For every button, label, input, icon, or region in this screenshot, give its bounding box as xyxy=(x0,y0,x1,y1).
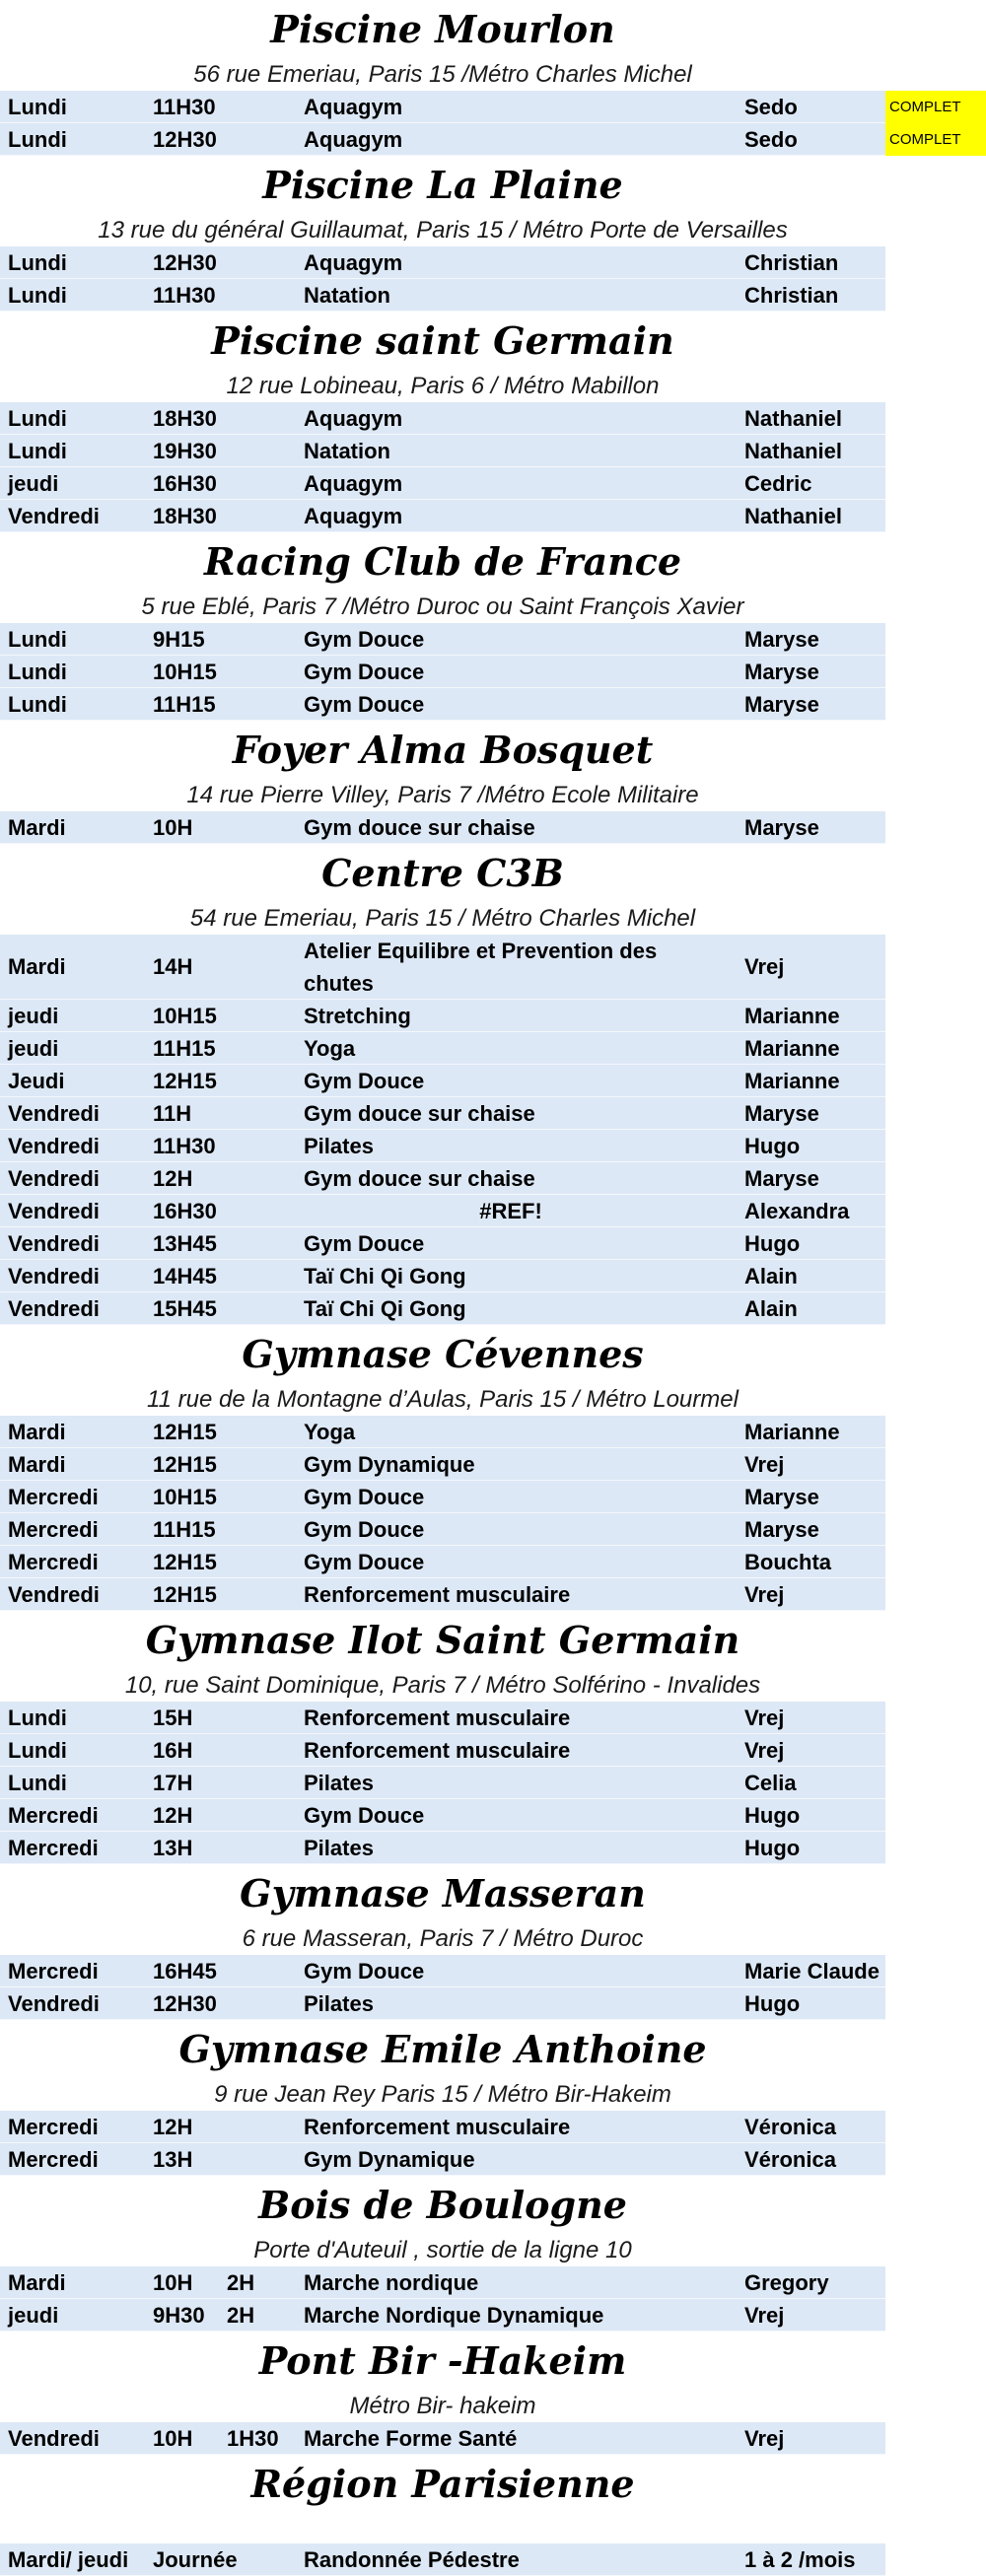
time-cell: 12H15 xyxy=(153,1550,217,1574)
time-cell: 14H45 xyxy=(153,1264,217,1288)
schedule-row xyxy=(0,467,885,500)
schedule-row xyxy=(0,1130,885,1162)
activity-cell: Gym douce sur chaise xyxy=(304,1101,535,1126)
coach-cell: Hugo xyxy=(744,1991,801,2016)
schedule-row xyxy=(0,91,961,123)
venue-title: Gymnase Cévennes xyxy=(242,1332,644,1376)
section-spacer xyxy=(0,2514,986,2543)
coach-cell: Nathaniel xyxy=(744,504,843,528)
activity-cell: Renforcement musculaire xyxy=(304,2115,571,2139)
time-cell: 9H15 xyxy=(153,627,205,652)
time-cell: 11H30 xyxy=(153,283,216,308)
day-cell: Vendredi xyxy=(8,2426,100,2451)
coach-cell: Hugo xyxy=(744,1836,801,1860)
schedule-row xyxy=(0,623,885,656)
schedule-row xyxy=(0,1260,885,1292)
activity-cell: Gym Douce xyxy=(304,1550,425,1574)
coach-cell: Véronica xyxy=(744,2115,836,2139)
time-cell: 11H15 xyxy=(153,692,216,717)
schedule-row xyxy=(0,1955,885,1987)
schedule-row xyxy=(0,500,885,532)
activity-cell: Aquagym xyxy=(304,127,403,152)
coach-cell: Marianne xyxy=(744,1036,840,1061)
time-cell: 16H30 xyxy=(153,471,217,496)
time-cell: 9H30 xyxy=(153,2303,205,2328)
activity-cell: Taï Chi Qi Gong xyxy=(304,1264,466,1288)
activity-cell: Renforcement musculaire xyxy=(304,1738,571,1763)
coach-cell: Christian xyxy=(744,283,839,308)
venue-address: 12 rue Lobineau, Paris 6 / Métro Mabillon xyxy=(226,373,660,399)
time-cell: 18H30 xyxy=(153,406,217,431)
duration-cell: 1H30 xyxy=(227,2426,279,2451)
schedule-row xyxy=(0,1195,885,1227)
schedule-row xyxy=(0,1292,885,1325)
coach-cell: Vrej xyxy=(744,1706,785,1730)
schedule-row xyxy=(0,1032,885,1065)
schedule-row xyxy=(0,1546,885,1578)
schedule-row xyxy=(0,2143,885,2176)
activity-cell: Marche Forme Santé xyxy=(304,2426,518,2451)
time-cell: 16H xyxy=(153,1738,193,1763)
venue-address: 6 rue Masseran, Paris 7 / Métro Duroc xyxy=(242,1925,644,1952)
day-cell: Lundi xyxy=(8,127,67,152)
status-badge: COMPLET xyxy=(885,123,986,156)
day-cell: Lundi xyxy=(8,1738,67,1763)
coach-cell: Hugo xyxy=(744,1231,801,1256)
coach-cell: Celia xyxy=(744,1771,797,1795)
activity-cell: Renforcement musculaire xyxy=(304,1582,571,1607)
coach-cell: Nathaniel xyxy=(744,439,843,463)
venue-section-bois-de-boulogne xyxy=(0,2176,986,2332)
schedule-row xyxy=(0,2543,885,2576)
day-cell: Mercredi xyxy=(8,1517,99,1542)
day-cell: Vendredi xyxy=(8,1296,100,1321)
coach-cell: Vrej xyxy=(744,954,785,979)
schedule-row xyxy=(0,246,885,279)
coach-cell: Vrej xyxy=(744,1582,785,1607)
schedule-row xyxy=(0,402,885,435)
day-cell: Lundi xyxy=(8,283,67,308)
time-cell: Journée xyxy=(153,2547,238,2572)
activity-cell: Taï Chi Qi Gong xyxy=(304,1296,466,1321)
schedule-row xyxy=(0,1416,885,1448)
activity-cell: Gym Douce xyxy=(304,1517,425,1542)
schedule-row xyxy=(0,1702,885,1734)
venue-address: 11 rue de la Montagne d’Aulas, Paris 15 / Métro Lourmel xyxy=(147,1386,739,1413)
time-cell: 11H30 xyxy=(153,95,216,119)
schedule-row xyxy=(0,1832,885,1864)
day-cell: Vendredi xyxy=(8,1991,100,2016)
day-cell: jeudi xyxy=(8,1036,59,1061)
time-cell: 11H15 xyxy=(153,1517,216,1542)
schedule-row xyxy=(0,1448,885,1481)
coach-cell: Vrej xyxy=(744,1738,785,1763)
activity-cell: Gym douce sur chaise xyxy=(304,1166,535,1191)
venue-section-foyer-alma-bosquet xyxy=(0,721,986,844)
time-cell: 14H xyxy=(153,954,193,979)
schedule-row xyxy=(0,656,885,688)
coach-cell: Gregory xyxy=(744,2270,829,2295)
time-cell: 12H30 xyxy=(153,127,217,152)
venue-section-pont-bir-hakeim xyxy=(0,2332,986,2455)
activity-cell: Gym Dynamique xyxy=(304,1452,475,1477)
schedule-row xyxy=(0,688,885,721)
schedule-row xyxy=(0,2111,885,2143)
time-cell: 13H45 xyxy=(153,1231,217,1256)
day-cell: Mardi xyxy=(8,815,66,840)
activity-cell: Natation xyxy=(304,439,390,463)
schedule-row xyxy=(0,279,885,312)
schedule-row xyxy=(0,2266,885,2299)
time-cell: 17H xyxy=(153,1771,193,1795)
time-cell: 10H xyxy=(153,815,193,840)
day-cell: Mercredi xyxy=(8,1550,99,1574)
venue-address: 9 rue Jean Rey Paris 15 / Métro Bir-Hakeim xyxy=(214,2081,671,2108)
coach-cell: Maryse xyxy=(744,1166,819,1191)
time-cell: 12H xyxy=(153,2115,193,2139)
venue-title: Foyer Alma Bosquet xyxy=(232,728,654,772)
activity-cell: Aquagym xyxy=(304,406,403,431)
venue-title: Centre C3B xyxy=(321,851,564,895)
coach-cell: Nathaniel xyxy=(744,406,843,431)
activity-cell: Renforcement musculaire xyxy=(304,1706,571,1730)
time-cell: 10H xyxy=(153,2426,193,2451)
time-cell: 18H30 xyxy=(153,504,217,528)
schedule-row xyxy=(0,935,885,1000)
activity-cell: Yoga xyxy=(304,1036,356,1061)
coach-cell: Hugo xyxy=(744,1134,801,1158)
activity-cell: Atelier Equilibre et Prevention des chutes xyxy=(304,939,658,996)
schedule-row xyxy=(0,1481,885,1513)
venue-address: 10, rue Saint Dominique, Paris 7 / Métro Solférino - Invalides xyxy=(124,1672,761,1699)
day-cell: Lundi xyxy=(8,406,67,431)
duration-cell: 2H xyxy=(227,2270,255,2295)
activity-cell: Gym Douce xyxy=(304,660,425,684)
activity-cell: Gym Douce xyxy=(304,1485,425,1509)
venue-section-gymnase-ilot-saint-germain xyxy=(0,1611,986,1864)
coach-cell: Maryse xyxy=(744,627,819,652)
schedule-row xyxy=(0,1097,885,1130)
activity-cell: Stretching xyxy=(304,1004,411,1028)
coach-cell: Véronica xyxy=(744,2147,836,2172)
day-cell: Lundi xyxy=(8,439,67,463)
activity-cell: Aquagym xyxy=(304,250,403,275)
venue-title: Piscine La Plaine xyxy=(262,163,623,207)
coach-cell: Hugo xyxy=(744,1803,801,1828)
day-cell: Vendredi xyxy=(8,504,100,528)
venue-section-region-parisienne xyxy=(0,2455,986,2576)
coach-cell: Alain xyxy=(744,1296,798,1321)
day-cell: Vendredi xyxy=(8,1134,100,1158)
day-cell: Lundi xyxy=(8,1706,67,1730)
venue-title: Piscine saint Germain xyxy=(211,318,674,363)
day-cell: Lundi xyxy=(8,1771,67,1795)
activity-cell: Marche Nordique Dynamique xyxy=(304,2303,604,2328)
time-cell: 12H15 xyxy=(153,1420,217,1444)
day-cell: Vendredi xyxy=(8,1101,100,1126)
schedule-row xyxy=(0,1162,885,1195)
coach-cell: 1 à 2 /mois xyxy=(744,2547,856,2572)
day-cell: Lundi xyxy=(8,627,67,652)
coach-cell: Marianne xyxy=(744,1004,840,1028)
time-cell: 16H45 xyxy=(153,1959,217,1984)
schedule-row xyxy=(0,1799,885,1832)
time-cell: 12H xyxy=(153,1166,193,1191)
activity-cell: #REF! xyxy=(479,1199,542,1223)
day-cell: Lundi xyxy=(8,95,67,119)
time-cell: 15H xyxy=(153,1706,193,1730)
activity-cell: Aquagym xyxy=(304,95,403,119)
venue-section-gymnase-cevennes xyxy=(0,1325,986,1611)
day-cell: Mardi xyxy=(8,1420,66,1444)
day-cell: Mercredi xyxy=(8,1803,99,1828)
venue-section-centre-c3b xyxy=(0,844,986,1325)
coach-cell: Vrej xyxy=(744,1452,785,1477)
venue-address: 54 rue Emeriau, Paris 15 / Métro Charles Michel xyxy=(189,905,696,932)
venue-title: Piscine Mourlon xyxy=(270,7,615,51)
schedule-row xyxy=(0,1513,885,1546)
schedule-row xyxy=(0,1578,885,1611)
venue-section-piscine-la-plaine xyxy=(0,156,986,312)
day-cell: Vendredi xyxy=(8,1582,100,1607)
activity-cell: Gym Douce xyxy=(304,1959,425,1984)
coach-cell: Sedo xyxy=(744,95,798,119)
day-cell: Mercredi xyxy=(8,1959,99,1984)
venue-section-racing-club-de-france xyxy=(0,532,986,721)
schedule-row xyxy=(0,123,961,156)
schedule-row xyxy=(0,1987,885,2020)
time-cell: 12H xyxy=(153,1803,193,1828)
coach-cell: Marianne xyxy=(744,1069,840,1093)
coach-cell: Cedric xyxy=(744,471,812,496)
coach-cell: Marianne xyxy=(744,1420,840,1444)
schedule-row xyxy=(0,1227,885,1260)
time-cell: 16H30 xyxy=(153,1199,217,1223)
day-cell: Jeudi xyxy=(8,1069,65,1093)
activity-cell: Aquagym xyxy=(304,504,403,528)
venue-title: Racing Club de France xyxy=(203,539,682,584)
time-cell: 10H15 xyxy=(153,1004,217,1028)
coach-cell: Maryse xyxy=(744,1101,819,1126)
coach-cell: Alain xyxy=(744,1264,798,1288)
day-cell: Vendredi xyxy=(8,1231,100,1256)
coach-cell: Alexandra xyxy=(744,1199,850,1223)
time-cell: 12H30 xyxy=(153,1991,217,2016)
day-cell: Lundi xyxy=(8,660,67,684)
activity-cell: Gym Douce xyxy=(304,1803,425,1828)
venue-address: Métro Bir- hakeim xyxy=(349,2393,536,2419)
coach-cell: Maryse xyxy=(744,1517,819,1542)
time-cell: 11H xyxy=(153,1101,192,1126)
activity-cell: Gym Douce xyxy=(304,1069,425,1093)
day-cell: Mercredi xyxy=(8,1836,99,1860)
coach-cell: Sedo xyxy=(744,127,798,152)
duration-cell: 2H xyxy=(227,2303,255,2328)
day-cell: Mardi xyxy=(8,2270,66,2295)
coach-cell: Maryse xyxy=(744,660,819,684)
time-cell: 13H xyxy=(153,2147,193,2172)
day-cell: Lundi xyxy=(8,692,67,717)
activity-cell: Pilates xyxy=(304,1836,374,1860)
venue-section-piscine-mourlon xyxy=(0,0,986,156)
venue-section-gymnase-masseran xyxy=(0,1864,986,2020)
time-cell: 12H15 xyxy=(153,1582,217,1607)
time-cell: 10H15 xyxy=(153,1485,217,1509)
time-cell: 13H xyxy=(153,1836,193,1860)
day-cell: Mercredi xyxy=(8,1485,99,1509)
time-cell: 10H15 xyxy=(153,660,217,684)
schedule-row xyxy=(0,1000,885,1032)
day-cell: Mardi/ jeudi xyxy=(8,2547,129,2572)
time-cell: 12H15 xyxy=(153,1069,217,1093)
activity-cell: Gym Douce xyxy=(304,692,425,717)
venue-address: 14 rue Pierre Villey, Paris 7 /Métro Ecole Militaire xyxy=(186,782,699,808)
coach-cell: Vrej xyxy=(744,2303,785,2328)
schedule-row xyxy=(0,1767,885,1799)
venue-section-gymnase-emile-anthoine xyxy=(0,2020,986,2176)
day-cell: Vendredi xyxy=(8,1199,100,1223)
activity-cell: Yoga xyxy=(304,1420,356,1444)
venue-title: Gymnase Ilot Saint Germain xyxy=(145,1618,740,1662)
coach-cell: Vrej xyxy=(744,2426,785,2451)
venue-title: Région Parisienne xyxy=(250,2462,635,2506)
coach-cell: Maryse xyxy=(744,692,819,717)
venue-title: Gymnase Masseran xyxy=(240,1871,646,1915)
schedule-row xyxy=(0,2299,885,2332)
activity-cell: Pilates xyxy=(304,1771,374,1795)
activity-cell: Marche nordique xyxy=(304,2270,479,2295)
day-cell: jeudi xyxy=(8,1004,59,1028)
day-cell: Mercredi xyxy=(8,2147,99,2172)
venue-address: 56 rue Emeriau, Paris 15 /Métro Charles Michel xyxy=(193,61,692,88)
coach-cell: Bouchta xyxy=(744,1550,831,1574)
venue-title: Gymnase Emile Anthoine xyxy=(178,2027,707,2071)
activity-cell: Randonnée Pédestre xyxy=(304,2547,520,2572)
venue-title: Pont Bir -Hakeim xyxy=(258,2338,627,2383)
schedule-row xyxy=(0,435,885,467)
activity-cell: Aquagym xyxy=(304,471,403,496)
schedule-row xyxy=(0,1065,885,1097)
activity-cell: Pilates xyxy=(304,1991,374,2016)
activity-cell: Gym douce sur chaise xyxy=(304,815,535,840)
time-cell: 19H30 xyxy=(153,439,217,463)
time-cell: 12H15 xyxy=(153,1452,217,1477)
venue-address: 13 rue du général Guillaumat, Paris 15 / Métro Porte de Versailles xyxy=(98,217,788,244)
venue-section-piscine-saint-germain xyxy=(0,312,986,532)
venue-address: Porte d'Auteuil , sortie de la ligne 10 xyxy=(253,2237,632,2263)
coach-cell: Marie Claude xyxy=(744,1959,880,1984)
time-cell: 10H xyxy=(153,2270,193,2295)
day-cell: Mardi xyxy=(8,1452,66,1477)
venue-address: 5 rue Eblé, Paris 7 /Métro Duroc ou Saint François Xavier xyxy=(141,593,744,620)
coach-cell: Christian xyxy=(744,250,839,275)
status-badge: COMPLET xyxy=(885,91,986,123)
time-cell: 12H30 xyxy=(153,250,217,275)
time-cell: 11H15 xyxy=(153,1036,216,1061)
schedule-row xyxy=(0,811,885,844)
activity-cell: Natation xyxy=(304,283,390,308)
day-cell: Mardi xyxy=(8,954,66,979)
time-cell: 15H45 xyxy=(153,1296,217,1321)
day-cell: Mercredi xyxy=(8,2115,99,2139)
activity-cell: Gym Dynamique xyxy=(304,2147,475,2172)
day-cell: Vendredi xyxy=(8,1264,100,1288)
activity-cell: Gym Douce xyxy=(304,1231,425,1256)
coach-cell: Maryse xyxy=(744,815,819,840)
time-cell: 11H30 xyxy=(153,1134,216,1158)
venue-title: Bois de Boulogne xyxy=(258,2183,627,2227)
day-cell: Lundi xyxy=(8,250,67,275)
schedule-row xyxy=(0,1734,885,1767)
day-cell: jeudi xyxy=(8,471,59,496)
coach-cell: Maryse xyxy=(744,1485,819,1509)
schedule-row xyxy=(0,2422,885,2455)
activity-cell: Pilates xyxy=(304,1134,374,1158)
day-cell: jeudi xyxy=(8,2303,59,2328)
day-cell: Vendredi xyxy=(8,1166,100,1191)
activity-cell: Gym Douce xyxy=(304,627,425,652)
